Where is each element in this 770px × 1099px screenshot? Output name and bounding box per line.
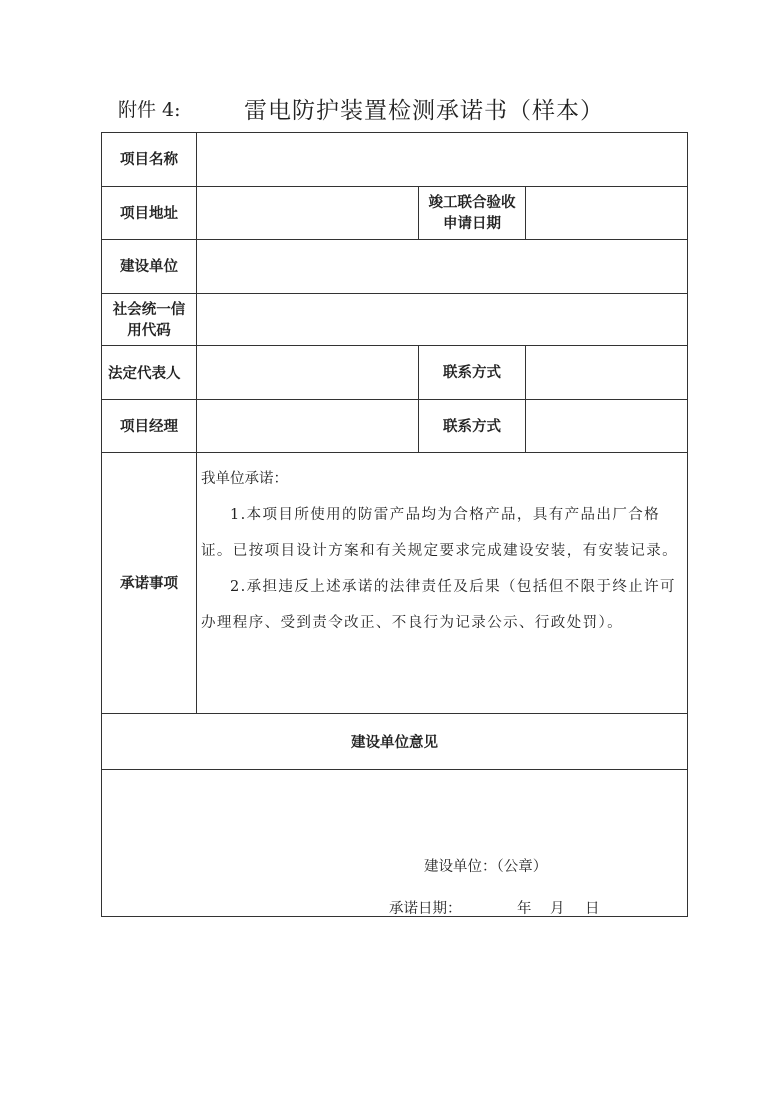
completion-date-label-line2: 申请日期 bbox=[443, 215, 501, 232]
commitment-item-2: 2.承担违反上述承诺的法律责任及后果（包括但不限于终止许可办理程序、受到责令改正、不良行为记录公示、行政处罚）。 bbox=[201, 579, 676, 631]
project-manager-field[interactable] bbox=[197, 400, 419, 453]
row-project-manager bbox=[102, 400, 688, 453]
commitment-date-label: 承诺日期： bbox=[389, 901, 462, 917]
completion-date-field[interactable] bbox=[526, 187, 688, 240]
project-address-label: 项目地址 bbox=[102, 187, 197, 240]
contact-field-legal[interactable] bbox=[526, 346, 688, 400]
commitment-intro: 我单位承诺： bbox=[201, 471, 288, 487]
row-legal-rep bbox=[102, 346, 688, 400]
opinion-heading: 建设单位意见 bbox=[102, 714, 688, 770]
credit-code-label-line2: 用代码 bbox=[127, 321, 171, 339]
opinion-body[interactable] bbox=[102, 770, 688, 917]
row-opinion-heading bbox=[102, 714, 688, 770]
legal-rep-label: 法定代表人 bbox=[102, 346, 197, 400]
signature-block bbox=[102, 770, 687, 916]
contact-label-manager: 联系方式 bbox=[419, 400, 526, 453]
completion-date-label-line1: 竣工联合验收 bbox=[428, 194, 516, 211]
commitment-label: 承诺事项 bbox=[102, 453, 197, 714]
date-day: 日 bbox=[585, 901, 600, 917]
row-opinion-body bbox=[102, 770, 688, 917]
legal-rep-field[interactable] bbox=[197, 346, 419, 400]
date-month: 月 bbox=[550, 901, 565, 917]
seal-line: 建设单位：（公章） bbox=[424, 859, 548, 875]
row-credit-code bbox=[102, 294, 688, 346]
contact-label-legal: 联系方式 bbox=[419, 346, 526, 400]
commitment-form-table bbox=[101, 132, 688, 917]
commitment-content bbox=[197, 453, 688, 714]
credit-code-label bbox=[102, 294, 197, 346]
builder-label: 建设单位 bbox=[102, 240, 197, 294]
row-project-name bbox=[102, 133, 688, 187]
project-manager-label: 项目经理 bbox=[102, 400, 197, 453]
completion-date-label bbox=[419, 187, 526, 240]
credit-code-field[interactable] bbox=[197, 294, 688, 346]
row-project-address bbox=[102, 187, 688, 240]
commitment-item-1: 1.本项目所使用的防雷产品均为合格产品，具有产品出厂合格证。已按项目设计方案和有关规定要求完成建设安装，有安装记录。 bbox=[201, 507, 678, 559]
builder-field[interactable] bbox=[197, 240, 688, 294]
row-commitment bbox=[102, 453, 688, 714]
credit-code-label-line1: 社会统一信 bbox=[112, 300, 186, 318]
project-name-field[interactable] bbox=[197, 133, 688, 187]
date-year: 年 bbox=[517, 901, 532, 917]
project-address-field[interactable] bbox=[197, 187, 419, 240]
attachment-label: 附件 4: bbox=[118, 99, 181, 121]
row-builder bbox=[102, 240, 688, 294]
project-name-label: 项目名称 bbox=[102, 133, 197, 187]
document-title: 雷电防护装置检测承诺书（样本） bbox=[244, 98, 604, 124]
contact-field-manager[interactable] bbox=[526, 400, 688, 453]
